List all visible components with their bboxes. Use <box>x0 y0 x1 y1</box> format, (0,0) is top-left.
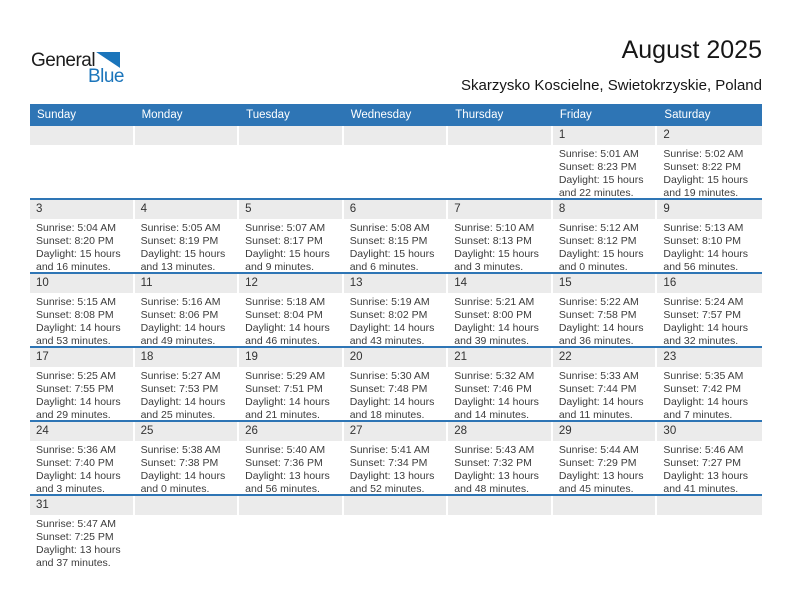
daylight-text-line1: Daylight: 14 hours <box>36 396 121 408</box>
day-cell-empty <box>344 126 449 198</box>
day-details <box>30 367 133 420</box>
day-cell-16 <box>657 274 762 346</box>
daylight-text-line1: Daylight: 13 hours <box>454 470 539 482</box>
sunrise-text: Sunrise: 5:01 AM <box>558 148 639 160</box>
daylight-text-line1: Daylight: 14 hours <box>140 396 226 408</box>
date-label: 2 <box>657 126 762 145</box>
sunset-text: Sunset: 8:00 PM <box>454 309 532 321</box>
daylight-text-line1: Daylight: 14 hours <box>663 396 749 408</box>
date-label: 5 <box>239 200 342 219</box>
sunset-text: Sunset: 7:44 PM <box>558 383 637 395</box>
daylight-text-line2: and 29 minutes. <box>36 409 111 420</box>
day-details <box>344 219 447 272</box>
weekday-header-row <box>30 104 762 126</box>
day-details <box>30 219 133 272</box>
day-cell-23 <box>657 348 762 420</box>
sunset-text: Sunset: 7:32 PM <box>454 457 532 469</box>
daylight-text-line1: Daylight: 14 hours <box>36 322 121 334</box>
day-details <box>239 145 342 148</box>
day-cell-10 <box>30 274 135 346</box>
day-details <box>657 145 762 198</box>
daylight-text-line2: and 7 minutes. <box>663 409 733 420</box>
date-label: 18 <box>135 348 238 367</box>
day-cell-4 <box>135 200 240 272</box>
week-row <box>30 496 762 570</box>
date-label: 22 <box>553 348 656 367</box>
calendar-table <box>30 104 762 570</box>
daylight-text-line1: Daylight: 15 hours <box>349 248 435 260</box>
daylight-text-line1: Daylight: 13 hours <box>663 470 749 482</box>
weekday-header-wednesday: Wednesday <box>350 109 412 121</box>
day-details <box>657 293 762 346</box>
sunrise-text: Sunrise: 5:04 AM <box>36 222 116 234</box>
sunrise-text: Sunrise: 5:46 AM <box>663 444 744 456</box>
date-label <box>135 126 238 145</box>
day-cell-empty <box>448 496 553 570</box>
sunrise-text: Sunrise: 5:18 AM <box>245 296 326 308</box>
sunrise-text: Sunrise: 5:41 AM <box>349 444 430 456</box>
day-details <box>30 515 133 570</box>
sunrise-text: Sunrise: 5:05 AM <box>140 222 221 234</box>
daylight-text-line2: and 39 minutes. <box>454 335 529 346</box>
page-title: August 2025 <box>621 36 762 64</box>
day-details <box>553 145 656 198</box>
sunrise-text: Sunrise: 5:27 AM <box>140 370 221 382</box>
sunrise-text: Sunrise: 5:19 AM <box>349 296 430 308</box>
day-details <box>657 515 762 518</box>
daylight-text-line2: and 48 minutes. <box>454 483 529 494</box>
daylight-text-line2: and 53 minutes. <box>36 335 111 346</box>
sunset-text: Sunset: 8:13 PM <box>454 235 532 247</box>
date-label <box>448 126 551 145</box>
day-details <box>344 145 447 148</box>
day-cell-empty <box>135 126 240 198</box>
sunset-text: Sunset: 7:48 PM <box>349 383 428 395</box>
daylight-text-line2: and 3 minutes. <box>36 483 105 494</box>
day-cell-1 <box>553 126 658 198</box>
daylight-text-line2: and 19 minutes. <box>663 187 739 198</box>
week-row <box>30 126 762 200</box>
weekday-header-monday: Monday <box>141 109 183 121</box>
sunset-text: Sunset: 8:02 PM <box>349 309 428 321</box>
daylight-text-line2: and 52 minutes. <box>349 483 425 494</box>
week-row <box>30 200 762 274</box>
sunrise-text: Sunrise: 5:30 AM <box>349 370 430 382</box>
day-cell-9 <box>657 200 762 272</box>
date-label: 24 <box>30 422 133 441</box>
sunset-text: Sunset: 7:51 PM <box>245 383 323 395</box>
daylight-text-line1: Daylight: 15 hours <box>454 248 539 260</box>
date-label: 21 <box>448 348 551 367</box>
date-label: 31 <box>30 496 133 515</box>
day-details <box>657 219 762 272</box>
daylight-text-line2: and 21 minutes. <box>245 409 320 420</box>
sunrise-text: Sunrise: 5:12 AM <box>558 222 639 234</box>
weekday-header-tuesday: Tuesday <box>246 109 290 121</box>
day-cell-31 <box>30 496 135 570</box>
sunrise-text: Sunrise: 5:22 AM <box>558 296 639 308</box>
daylight-text-line1: Daylight: 13 hours <box>349 470 435 482</box>
date-label: 14 <box>448 274 551 293</box>
sunrise-text: Sunrise: 5:35 AM <box>663 370 744 382</box>
sunrise-text: Sunrise: 5:32 AM <box>454 370 535 382</box>
day-details <box>239 515 342 518</box>
daylight-text-line1: Daylight: 15 hours <box>245 248 330 260</box>
logo-text-blue: Blue <box>87 66 124 87</box>
date-label: 1 <box>553 126 656 145</box>
daylight-text-line1: Daylight: 14 hours <box>36 470 121 482</box>
date-label <box>30 126 133 145</box>
day-cell-17 <box>30 348 135 420</box>
date-label: 15 <box>553 274 656 293</box>
calendar-body <box>30 126 762 570</box>
day-cell-30 <box>657 422 762 494</box>
day-details <box>553 293 656 346</box>
daylight-text-line1: Daylight: 14 hours <box>454 322 539 334</box>
sunset-text: Sunset: 8:23 PM <box>558 161 637 173</box>
day-cell-2 <box>657 126 762 198</box>
daylight-text-line1: Daylight: 14 hours <box>245 396 330 408</box>
sunrise-text: Sunrise: 5:02 AM <box>663 148 744 160</box>
date-label: 4 <box>135 200 238 219</box>
sunset-text: Sunset: 8:15 PM <box>349 235 428 247</box>
sunset-text: Sunset: 7:53 PM <box>140 383 219 395</box>
sunset-text: Sunset: 7:25 PM <box>36 531 114 543</box>
day-details <box>553 441 656 494</box>
sunrise-text: Sunrise: 5:24 AM <box>663 296 744 308</box>
date-label <box>553 496 656 515</box>
date-label <box>135 496 238 515</box>
daylight-text-line2: and 3 minutes. <box>454 261 524 272</box>
daylight-text-line1: Daylight: 15 hours <box>558 174 644 186</box>
day-cell-3 <box>30 200 135 272</box>
daylight-text-line2: and 0 minutes. <box>140 483 210 494</box>
day-cell-20 <box>344 348 449 420</box>
day-details <box>135 441 238 494</box>
day-details <box>657 441 762 494</box>
daylight-text-line2: and 41 minutes. <box>663 483 739 494</box>
date-label: 30 <box>657 422 762 441</box>
date-label: 26 <box>239 422 342 441</box>
sunset-text: Sunset: 7:27 PM <box>663 457 742 469</box>
date-label: 19 <box>239 348 342 367</box>
daylight-text-line1: Daylight: 13 hours <box>558 470 644 482</box>
weekday-header-friday: Friday <box>559 109 592 121</box>
sunset-text: Sunset: 8:12 PM <box>558 235 637 247</box>
date-label <box>657 496 762 515</box>
week-row <box>30 348 762 422</box>
date-label: 23 <box>657 348 762 367</box>
daylight-text-line2: and 16 minutes. <box>36 261 111 272</box>
sunrise-text: Sunrise: 5:44 AM <box>558 444 639 456</box>
date-label: 7 <box>448 200 551 219</box>
daylight-text-line1: Daylight: 14 hours <box>454 396 539 408</box>
day-details <box>135 219 238 272</box>
sunrise-text: Sunrise: 5:33 AM <box>558 370 639 382</box>
page-subtitle: Skarzysko Koscielne, Swietokrzyskie, Poland <box>461 77 762 94</box>
day-cell-8 <box>553 200 658 272</box>
day-details <box>344 515 447 518</box>
sunset-text: Sunset: 8:06 PM <box>140 309 219 321</box>
sunrise-text: Sunrise: 5:08 AM <box>349 222 430 234</box>
date-label: 11 <box>135 274 238 293</box>
day-cell-empty <box>239 126 344 198</box>
sunset-text: Sunset: 8:04 PM <box>245 309 323 321</box>
sunset-text: Sunset: 7:38 PM <box>140 457 219 469</box>
daylight-text-line2: and 14 minutes. <box>454 409 529 420</box>
week-row <box>30 422 762 496</box>
sunrise-text: Sunrise: 5:21 AM <box>454 296 535 308</box>
date-label: 8 <box>553 200 656 219</box>
date-label: 20 <box>344 348 447 367</box>
daylight-text-line1: Daylight: 14 hours <box>558 396 644 408</box>
date-label: 29 <box>553 422 656 441</box>
date-label <box>448 496 551 515</box>
day-details <box>448 441 551 494</box>
day-details <box>135 145 238 148</box>
day-details <box>553 219 656 272</box>
day-details <box>448 219 551 272</box>
day-cell-empty <box>30 126 135 198</box>
daylight-text-line2: and 45 minutes. <box>558 483 634 494</box>
daylight-text-line2: and 46 minutes. <box>245 335 320 346</box>
daylight-text-line2: and 11 minutes. <box>558 409 633 420</box>
day-cell-empty <box>344 496 449 570</box>
day-details <box>135 515 238 518</box>
day-cell-24 <box>30 422 135 494</box>
date-label: 13 <box>344 274 447 293</box>
day-cell-5 <box>239 200 344 272</box>
daylight-text-line2: and 13 minutes. <box>140 261 216 272</box>
day-details <box>239 293 342 346</box>
sunrise-text: Sunrise: 5:38 AM <box>140 444 221 456</box>
daylight-text-line2: and 22 minutes. <box>558 187 634 198</box>
sunrise-text: Sunrise: 5:47 AM <box>36 518 116 530</box>
daylight-text-line1: Daylight: 14 hours <box>140 322 226 334</box>
daylight-text-line1: Daylight: 14 hours <box>140 470 226 482</box>
sunrise-text: Sunrise: 5:07 AM <box>245 222 326 234</box>
daylight-text-line1: Daylight: 14 hours <box>663 322 749 334</box>
date-label <box>344 126 447 145</box>
daylight-text-line2: and 25 minutes. <box>140 409 216 420</box>
day-cell-6 <box>344 200 449 272</box>
daylight-text-line1: Daylight: 14 hours <box>663 248 749 260</box>
day-cell-26 <box>239 422 344 494</box>
daylight-text-line2: and 43 minutes. <box>349 335 425 346</box>
sunset-text: Sunset: 7:55 PM <box>36 383 114 395</box>
date-label: 28 <box>448 422 551 441</box>
daylight-text-line1: Daylight: 13 hours <box>36 544 121 556</box>
sunset-text: Sunset: 7:34 PM <box>349 457 428 469</box>
date-label <box>239 496 342 515</box>
weekday-header-thursday: Thursday <box>455 109 504 121</box>
daylight-text-line1: Daylight: 15 hours <box>558 248 644 260</box>
date-label: 25 <box>135 422 238 441</box>
day-cell-13 <box>344 274 449 346</box>
sunrise-text: Sunrise: 5:40 AM <box>245 444 326 456</box>
daylight-text-line2: and 9 minutes. <box>245 261 315 272</box>
sunset-text: Sunset: 7:42 PM <box>663 383 742 395</box>
sunrise-text: Sunrise: 5:36 AM <box>36 444 116 456</box>
day-cell-19 <box>239 348 344 420</box>
day-details <box>448 145 551 148</box>
day-details <box>344 441 447 494</box>
day-details <box>448 293 551 346</box>
sunrise-text: Sunrise: 5:10 AM <box>454 222 535 234</box>
daylight-text-line2: and 18 minutes. <box>349 409 425 420</box>
sunset-text: Sunset: 7:40 PM <box>36 457 114 469</box>
day-details <box>553 515 656 518</box>
day-cell-18 <box>135 348 240 420</box>
day-details <box>448 515 551 518</box>
daylight-text-line1: Daylight: 13 hours <box>245 470 330 482</box>
sunrise-text: Sunrise: 5:43 AM <box>454 444 535 456</box>
date-label: 10 <box>30 274 133 293</box>
day-cell-15 <box>553 274 658 346</box>
weekday-header-saturday: Saturday <box>664 109 711 121</box>
day-details <box>135 367 238 420</box>
daylight-text-line2: and 37 minutes. <box>36 557 111 569</box>
daylight-text-line1: Daylight: 14 hours <box>349 396 435 408</box>
daylight-text-line1: Daylight: 15 hours <box>36 248 121 260</box>
day-details <box>30 293 133 346</box>
sunrise-text: Sunrise: 5:16 AM <box>140 296 221 308</box>
day-details <box>344 293 447 346</box>
week-row <box>30 274 762 348</box>
sunset-text: Sunset: 7:36 PM <box>245 457 323 469</box>
daylight-text-line2: and 56 minutes. <box>245 483 320 494</box>
sunset-text: Sunset: 7:58 PM <box>558 309 637 321</box>
date-label: 17 <box>30 348 133 367</box>
day-details <box>30 145 133 148</box>
daylight-text-line1: Daylight: 15 hours <box>140 248 226 260</box>
date-label: 6 <box>344 200 447 219</box>
day-cell-7 <box>448 200 553 272</box>
sunset-text: Sunset: 7:46 PM <box>454 383 532 395</box>
day-details <box>344 367 447 420</box>
sunrise-text: Sunrise: 5:29 AM <box>245 370 326 382</box>
sunset-text: Sunset: 8:22 PM <box>663 161 742 173</box>
sunset-text: Sunset: 7:57 PM <box>663 309 742 321</box>
day-cell-28 <box>448 422 553 494</box>
day-cell-empty <box>448 126 553 198</box>
daylight-text-line2: and 32 minutes. <box>663 335 739 346</box>
sunset-text: Sunset: 7:29 PM <box>558 457 637 469</box>
date-label: 27 <box>344 422 447 441</box>
day-details <box>30 441 133 494</box>
daylight-text-line2: and 0 minutes. <box>558 261 628 272</box>
date-label: 9 <box>657 200 762 219</box>
day-details <box>135 293 238 346</box>
daylight-text-line2: and 49 minutes. <box>140 335 216 346</box>
daylight-text-line1: Daylight: 15 hours <box>663 174 749 186</box>
day-cell-25 <box>135 422 240 494</box>
day-cell-empty <box>657 496 762 570</box>
daylight-text-line2: and 6 minutes. <box>349 261 419 272</box>
day-cell-21 <box>448 348 553 420</box>
day-cell-empty <box>553 496 658 570</box>
weekday-header-sunday: Sunday <box>37 109 77 121</box>
sunset-text: Sunset: 8:17 PM <box>245 235 323 247</box>
daylight-text-line1: Daylight: 14 hours <box>349 322 435 334</box>
date-label <box>344 496 447 515</box>
day-details <box>239 367 342 420</box>
sunrise-text: Sunrise: 5:25 AM <box>36 370 116 382</box>
day-cell-12 <box>239 274 344 346</box>
day-details <box>448 367 551 420</box>
daylight-text-line2: and 56 minutes. <box>663 261 739 272</box>
sunset-text: Sunset: 8:08 PM <box>36 309 114 321</box>
sunset-text: Sunset: 8:10 PM <box>663 235 742 247</box>
day-cell-22 <box>553 348 658 420</box>
daylight-text-line1: Daylight: 14 hours <box>558 322 644 334</box>
date-label <box>239 126 342 145</box>
day-details <box>239 219 342 272</box>
sunrise-text: Sunrise: 5:13 AM <box>663 222 744 234</box>
daylight-text-line1: Daylight: 14 hours <box>245 322 330 334</box>
day-details <box>553 367 656 420</box>
date-label: 16 <box>657 274 762 293</box>
day-cell-14 <box>448 274 553 346</box>
day-cell-empty <box>239 496 344 570</box>
day-cell-27 <box>344 422 449 494</box>
sunrise-text: Sunrise: 5:15 AM <box>36 296 116 308</box>
day-cell-empty <box>135 496 240 570</box>
day-details <box>239 441 342 494</box>
general-blue-logo <box>31 50 127 88</box>
sunset-text: Sunset: 8:19 PM <box>140 235 219 247</box>
daylight-text-line2: and 36 minutes. <box>558 335 634 346</box>
day-details <box>657 367 762 420</box>
sunset-text: Sunset: 8:20 PM <box>36 235 114 247</box>
day-cell-11 <box>135 274 240 346</box>
date-label: 3 <box>30 200 133 219</box>
day-cell-29 <box>553 422 658 494</box>
logo-text-general: General <box>31 50 96 71</box>
date-label: 12 <box>239 274 342 293</box>
